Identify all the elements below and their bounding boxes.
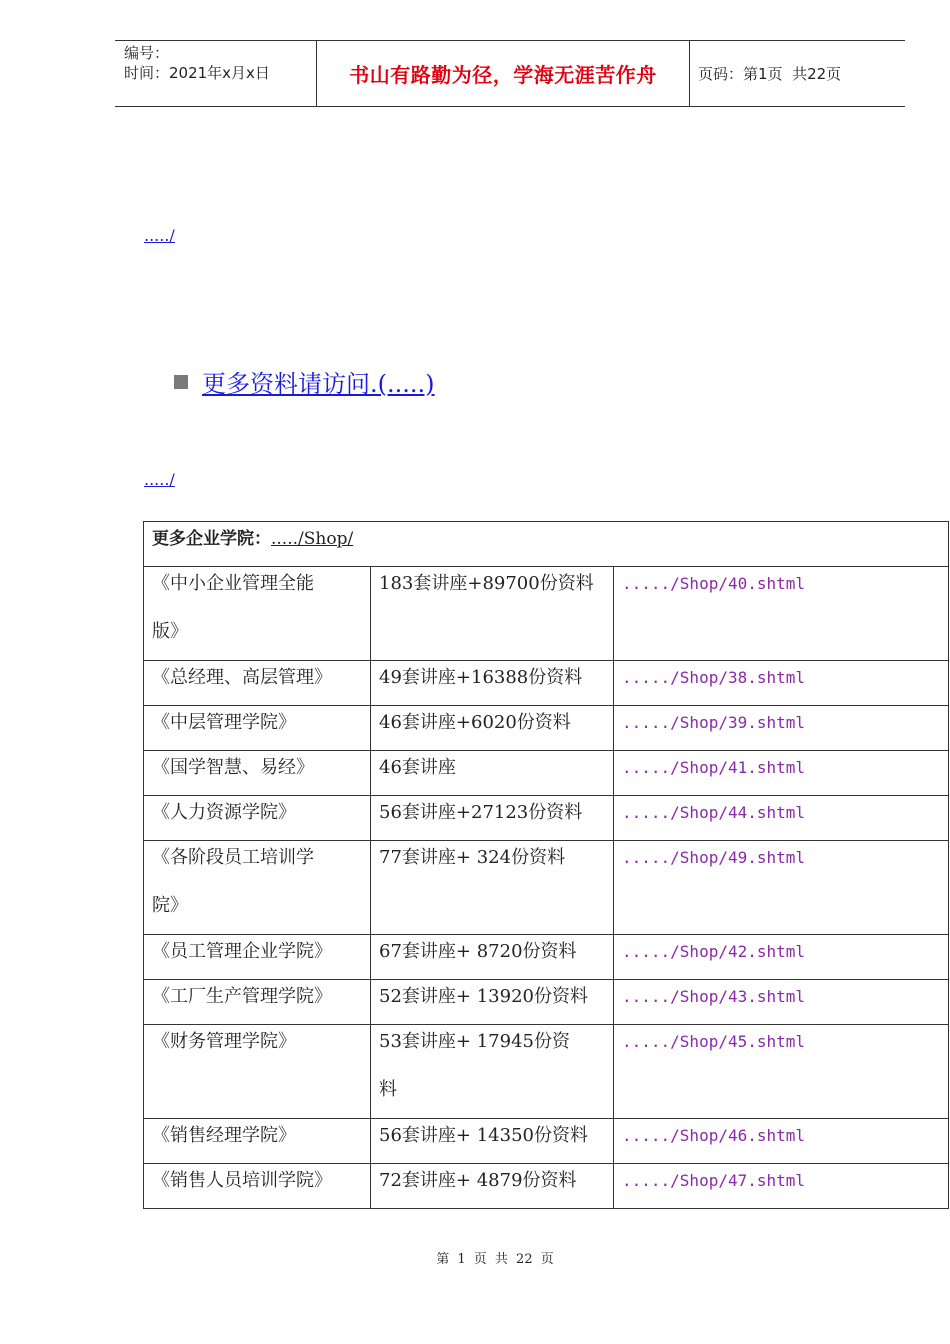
course-name <box>144 841 371 935</box>
course-name <box>144 1119 371 1164</box>
course-name-text-cont: 院》 <box>152 895 188 916</box>
course-count-text-cont: 料 <box>379 1079 397 1100</box>
table-row <box>144 567 949 661</box>
page-info-text: 页码：第1页 共22页 <box>698 65 842 83</box>
course-name-text: 《财务管理学院》 <box>152 1031 296 1052</box>
course-name-text: 《员工管理企业学院》 <box>152 941 332 962</box>
course-name-text-cont: 版》 <box>152 621 188 642</box>
course-count <box>371 1164 614 1209</box>
table-header-title: 更多企业学院： <box>152 529 271 549</box>
course-name-text: 《销售人员培训学院》 <box>152 1170 332 1191</box>
course-link[interactable] <box>614 1025 949 1119</box>
course-link[interactable] <box>614 980 949 1025</box>
course-name-text: 《中层管理学院》 <box>152 712 296 733</box>
course-count-text: 49套讲座+16388份资料 <box>379 667 583 688</box>
course-name <box>144 751 371 796</box>
course-name <box>144 935 371 980</box>
course-name-text: 《工厂生产管理学院》 <box>152 986 332 1007</box>
table-row <box>144 796 949 841</box>
course-name <box>144 980 371 1025</box>
page-header <box>115 40 905 107</box>
course-name-text: 《国学智慧、易经》 <box>152 757 314 778</box>
course-count <box>371 796 614 841</box>
course-name <box>144 796 371 841</box>
course-name-text: 《各阶段员工培训学 <box>152 847 314 868</box>
course-link-text[interactable]: ...../Shop/47.shtml <box>622 1171 806 1190</box>
course-link-text[interactable]: ...../Shop/41.shtml <box>622 758 806 777</box>
table-row <box>144 1119 949 1164</box>
course-link[interactable] <box>614 935 949 980</box>
table-row <box>144 751 949 796</box>
course-link-text[interactable]: ...../Shop/49.shtml <box>622 848 806 867</box>
course-name-text: 《人力资源学院》 <box>152 802 296 823</box>
course-count-text: 46套讲座 <box>379 757 456 778</box>
course-link[interactable] <box>614 751 949 796</box>
course-count-text: 53套讲座+ 17945份资 <box>379 1031 570 1052</box>
course-count <box>371 1119 614 1164</box>
header-page-info <box>690 41 905 106</box>
course-link[interactable] <box>614 1164 949 1209</box>
table-header-row <box>144 522 949 567</box>
course-name <box>144 706 371 751</box>
course-name-text: 《中小企业管理全能 <box>152 573 314 594</box>
table-header-link[interactable]: ...../Shop/ <box>271 529 354 549</box>
course-count <box>371 1025 614 1119</box>
course-count-text: 56套讲座+ 14350份资料 <box>379 1125 588 1146</box>
more-resources <box>174 364 435 399</box>
course-link[interactable] <box>614 841 949 935</box>
course-name <box>144 1025 371 1119</box>
course-link[interactable] <box>614 1119 949 1164</box>
course-count-text: 52套讲座+ 13920份资料 <box>379 986 588 1007</box>
table-row <box>144 706 949 751</box>
table-row <box>144 935 949 980</box>
square-bullet-icon <box>174 375 188 389</box>
table-row <box>144 841 949 935</box>
course-link[interactable] <box>614 567 949 661</box>
page-footer: 第 1 页 共 22 页 <box>436 1252 554 1267</box>
course-link-text[interactable]: ...../Shop/38.shtml <box>622 668 806 687</box>
course-count <box>371 841 614 935</box>
course-link-text[interactable]: ...../Shop/42.shtml <box>622 942 806 961</box>
header-motto: 书山有路勤为径，学海无涯苦作舟 <box>316 41 690 106</box>
table-row <box>144 980 949 1025</box>
mid-link[interactable]: ...../ <box>144 470 175 489</box>
course-count <box>371 706 614 751</box>
course-count <box>371 935 614 980</box>
course-link-text[interactable]: ...../Shop/44.shtml <box>622 803 806 822</box>
course-count <box>371 980 614 1025</box>
course-count-text: 46套讲座+6020份资料 <box>379 712 571 733</box>
course-link-text[interactable]: ...../Shop/43.shtml <box>622 987 806 1006</box>
course-count-text: 67套讲座+ 8720份资料 <box>379 941 577 962</box>
course-link-text[interactable]: ...../Shop/39.shtml <box>622 713 806 732</box>
course-link[interactable] <box>614 661 949 706</box>
document-number-label: 编号： <box>124 44 170 62</box>
course-name-text: 《销售经理学院》 <box>152 1125 296 1146</box>
course-link[interactable] <box>614 796 949 841</box>
course-name <box>144 1164 371 1209</box>
course-name <box>144 661 371 706</box>
course-link-text[interactable]: ...../Shop/40.shtml <box>622 574 806 593</box>
course-count-text: 77套讲座+ 324份资料 <box>379 847 566 868</box>
table-header-cell <box>144 522 949 567</box>
course-count <box>371 567 614 661</box>
course-link-text[interactable]: ...../Shop/46.shtml <box>622 1126 806 1145</box>
table-row <box>144 1025 949 1119</box>
course-count <box>371 661 614 706</box>
table-row <box>144 661 949 706</box>
header-meta <box>115 41 316 106</box>
table-row <box>144 1164 949 1209</box>
courses-table <box>143 521 949 1209</box>
course-count-text: 72套讲座+ 4879份资料 <box>379 1170 577 1191</box>
course-count-text: 183套讲座+89700份资料 <box>379 573 594 594</box>
document-time-label: 时间：2021年x月x日 <box>124 64 270 82</box>
course-link[interactable] <box>614 706 949 751</box>
course-count <box>371 751 614 796</box>
course-name-text: 《总经理、高层管理》 <box>152 667 332 688</box>
course-link-text[interactable]: ...../Shop/45.shtml <box>622 1032 806 1051</box>
top-link[interactable]: ...../ <box>144 226 175 245</box>
course-name <box>144 567 371 661</box>
course-count-text: 56套讲座+27123份资料 <box>379 802 583 823</box>
more-resources-link[interactable]: 更多资料请访问.(.....) <box>202 370 435 398</box>
